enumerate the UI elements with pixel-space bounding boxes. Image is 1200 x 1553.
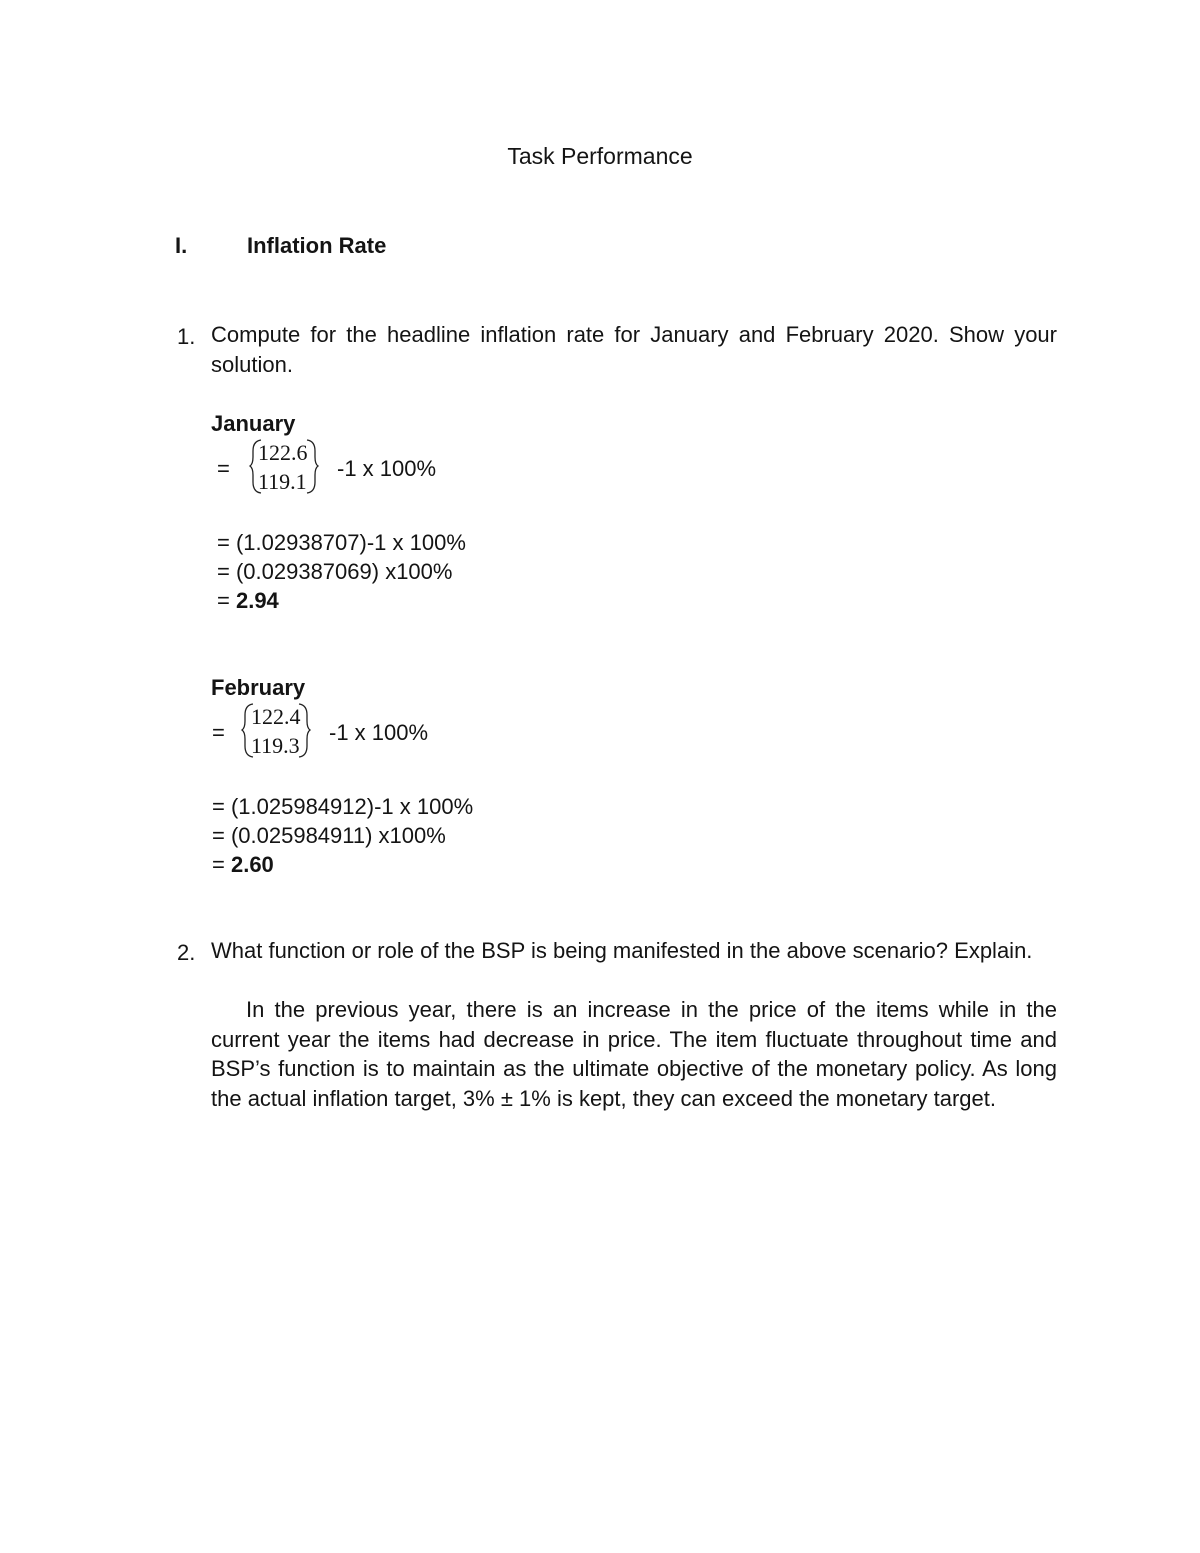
calc-result: = 2.94 xyxy=(217,588,279,613)
answer-paragraph: In the previous year, there is an increase in the price of the items while in the current year the items had decrease in price. The item fluctuate throughout time and BSP’s function is to maintain as the ultimate objective of the monetary policy. As long the actual inflation target, 3% ± 1% is kept, they can exceed the monetary target. xyxy=(211,997,1057,1111)
month-heading: January xyxy=(211,411,296,436)
calc-step: = (0.025984911) x100% xyxy=(212,823,446,848)
calc-step: = (0.029387069) x100% xyxy=(217,559,453,584)
result-value: 2.94 xyxy=(235,588,279,613)
document-title: Task Performance xyxy=(507,143,693,169)
question-number: 2. xyxy=(177,940,196,965)
equals-sign: = xyxy=(217,456,230,481)
section-number: I. xyxy=(175,233,188,258)
fraction-denominator: 119.3 xyxy=(251,733,300,758)
calc-step: = (1.02938707)-1 x 100% xyxy=(217,530,466,555)
result-value: 2.60 xyxy=(230,852,274,877)
fraction-numerator: 122.6 xyxy=(258,440,308,465)
fraction-denominator: 119.1 xyxy=(258,469,307,494)
month-heading: February xyxy=(211,675,306,700)
formula-tail: -1 x 100% xyxy=(337,456,437,481)
question-number: 1. xyxy=(177,324,196,349)
equals-sign: = xyxy=(212,720,225,745)
question-text: Compute for the headline inflation rate for January and February 2020. Show your solution. xyxy=(211,322,1057,377)
calc-step: = (1.025984912)-1 x 100% xyxy=(212,794,474,819)
formula-tail: -1 x 100% xyxy=(329,720,429,745)
calc-result: = 2.60 xyxy=(212,852,274,877)
question-text: What function or role of the BSP is being manifested in the above scenario? Explain. xyxy=(211,938,1033,963)
section-title: Inflation Rate xyxy=(247,233,387,258)
fraction-numerator: 122.4 xyxy=(251,704,301,729)
